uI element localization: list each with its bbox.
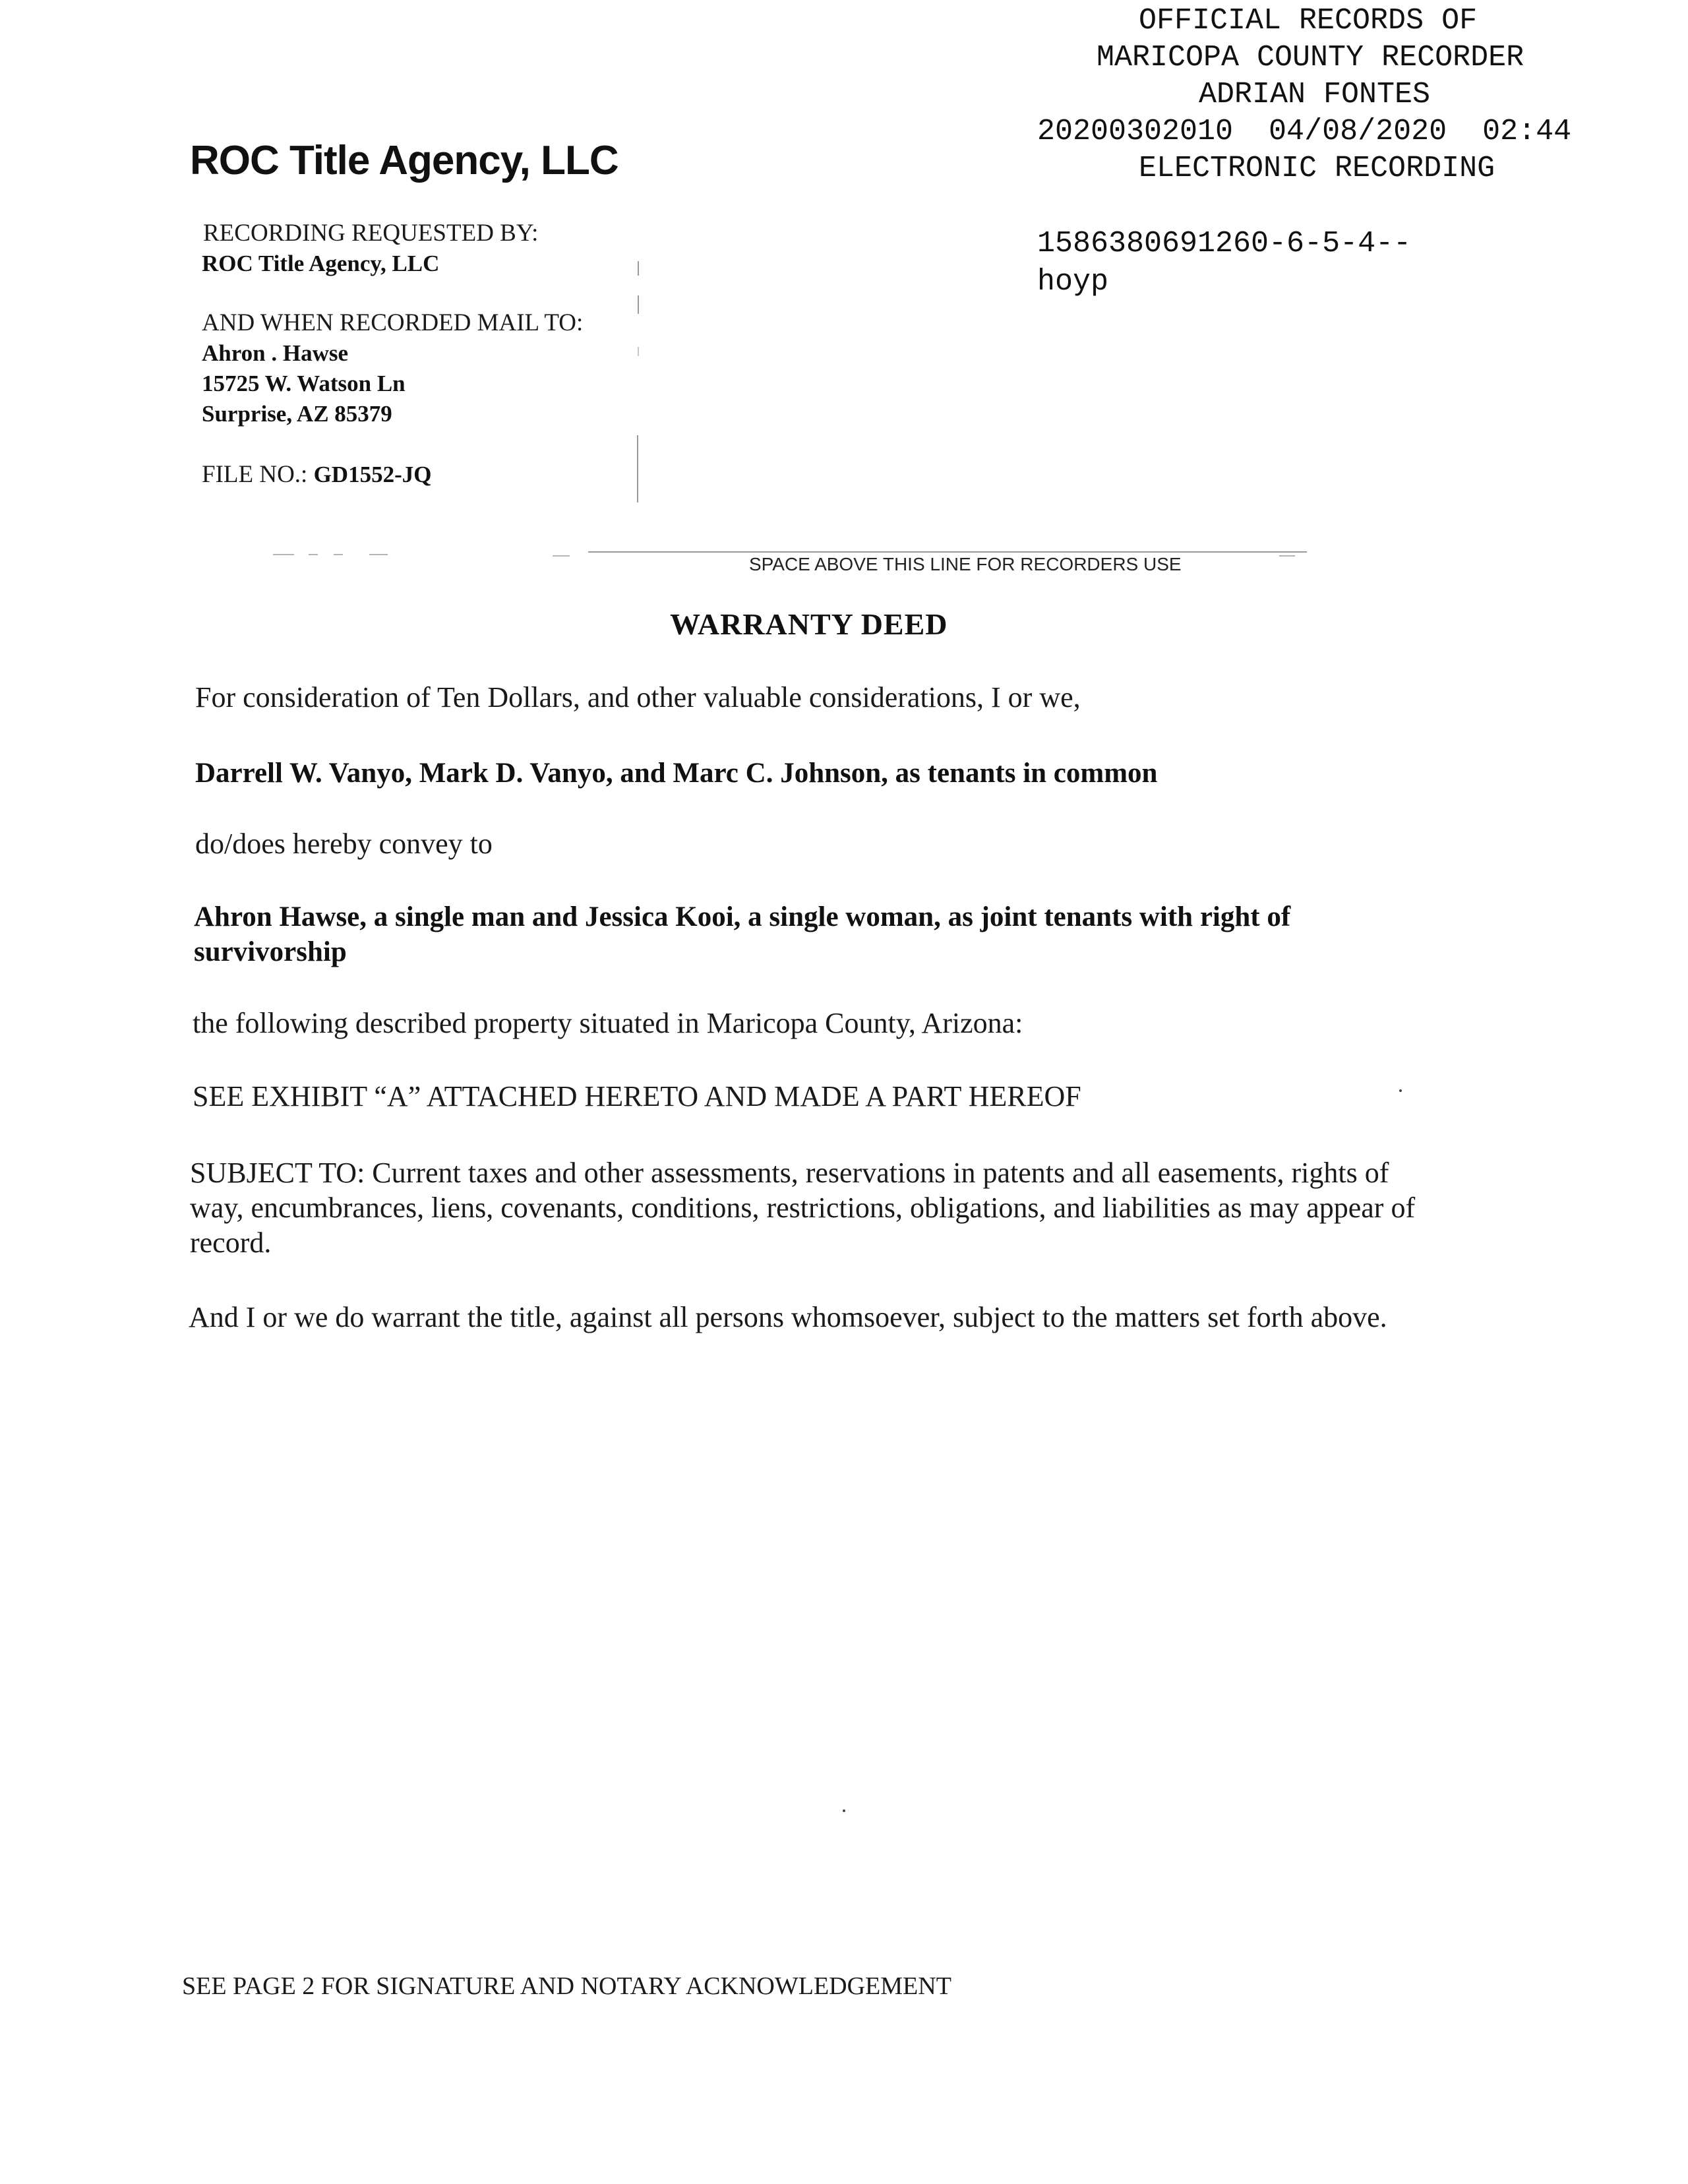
stamp-line-2: MARICOPA COUNTY RECORDER xyxy=(1097,41,1524,75)
subject-to-clause: SUBJECT TO: Current taxes and other assessments, reservations in patents and all easements, rights of way, encumbrances, liens, covenants, conditions, restrictions, obligations, and liabilities as may appear of record. xyxy=(190,1157,1416,1259)
stamp-line-5: ELECTRONIC RECORDING xyxy=(1139,152,1495,185)
separator-dash xyxy=(273,554,294,555)
scan-speck xyxy=(843,1809,845,1812)
warranty-clause: And I or we do warrant the title, against all persons whomsoever, subject to the matters set forth above. xyxy=(189,1301,1387,1333)
deed-title: WARRANTY DEED xyxy=(670,607,948,641)
scan-mark xyxy=(638,347,639,356)
stamp-line-1: OFFICIAL RECORDS OF xyxy=(1139,4,1478,38)
separator-dash xyxy=(369,554,388,555)
stamp-line-3: ADRIAN FONTES xyxy=(1199,78,1431,111)
requested-by-label: RECORDING REQUESTED BY: xyxy=(203,220,539,247)
file-no-label: FILE NO.: xyxy=(202,461,308,488)
stamp-line-4: 20200302010 04/08/2020 02:44 xyxy=(1037,115,1572,148)
mail-to-street: 15725 W. Watson Ln xyxy=(202,371,406,396)
scan-mark xyxy=(637,435,638,502)
recorders-use-line xyxy=(588,551,1307,553)
mail-to-name: Ahron . Hawse xyxy=(202,340,349,366)
separator-dash xyxy=(309,554,318,555)
file-no-value: GD1552-JQ xyxy=(313,462,432,487)
property-location: the following described property situated in Maricopa County, Arizona: xyxy=(193,1007,1023,1039)
signature-page-note: SEE PAGE 2 FOR SIGNATURE AND NOTARY ACKNOWLEDGEMENT xyxy=(182,1972,951,2000)
exhibit-reference: SEE EXHIBIT “A” ATTACHED HERETO AND MADE A PART HEREOF xyxy=(193,1080,1081,1112)
grantees: Ahron Hawse, a single man and Jessica Kooi, a single woman, as joint tenants with right of survivorship xyxy=(194,901,1291,967)
convey-clause: do/does hereby convey to xyxy=(195,828,493,860)
separator-dash xyxy=(334,554,343,555)
requested-by-value: ROC Title Agency, LLC xyxy=(202,251,440,276)
separator-dash xyxy=(553,555,570,557)
grantors: Darrell W. Vanyo, Mark D. Vanyo, and Marc C. Johnson, as tenants in common xyxy=(195,758,1158,789)
scan-mark xyxy=(638,261,639,276)
separator-dash xyxy=(1279,555,1295,557)
consideration-clause: For consideration of Ten Dollars, and other valuable considerations, I or we, xyxy=(195,681,1081,713)
recorders-use-note: SPACE ABOVE THIS LINE FOR RECORDERS USE xyxy=(749,554,1182,574)
mail-to-label: AND WHEN RECORDED MAIL TO: xyxy=(202,309,584,336)
file-no xyxy=(202,460,431,489)
stamp-tracking-suffix: hoyp xyxy=(1037,265,1109,299)
stamp-tracking-number: 1586380691260-6-5-4-- xyxy=(1037,227,1412,260)
scan-speck xyxy=(1399,1089,1402,1092)
agency-logo: ROC Title Agency, LLC xyxy=(190,138,618,183)
mail-to-city: Surprise, AZ 85379 xyxy=(202,401,392,427)
scan-mark xyxy=(638,295,639,314)
